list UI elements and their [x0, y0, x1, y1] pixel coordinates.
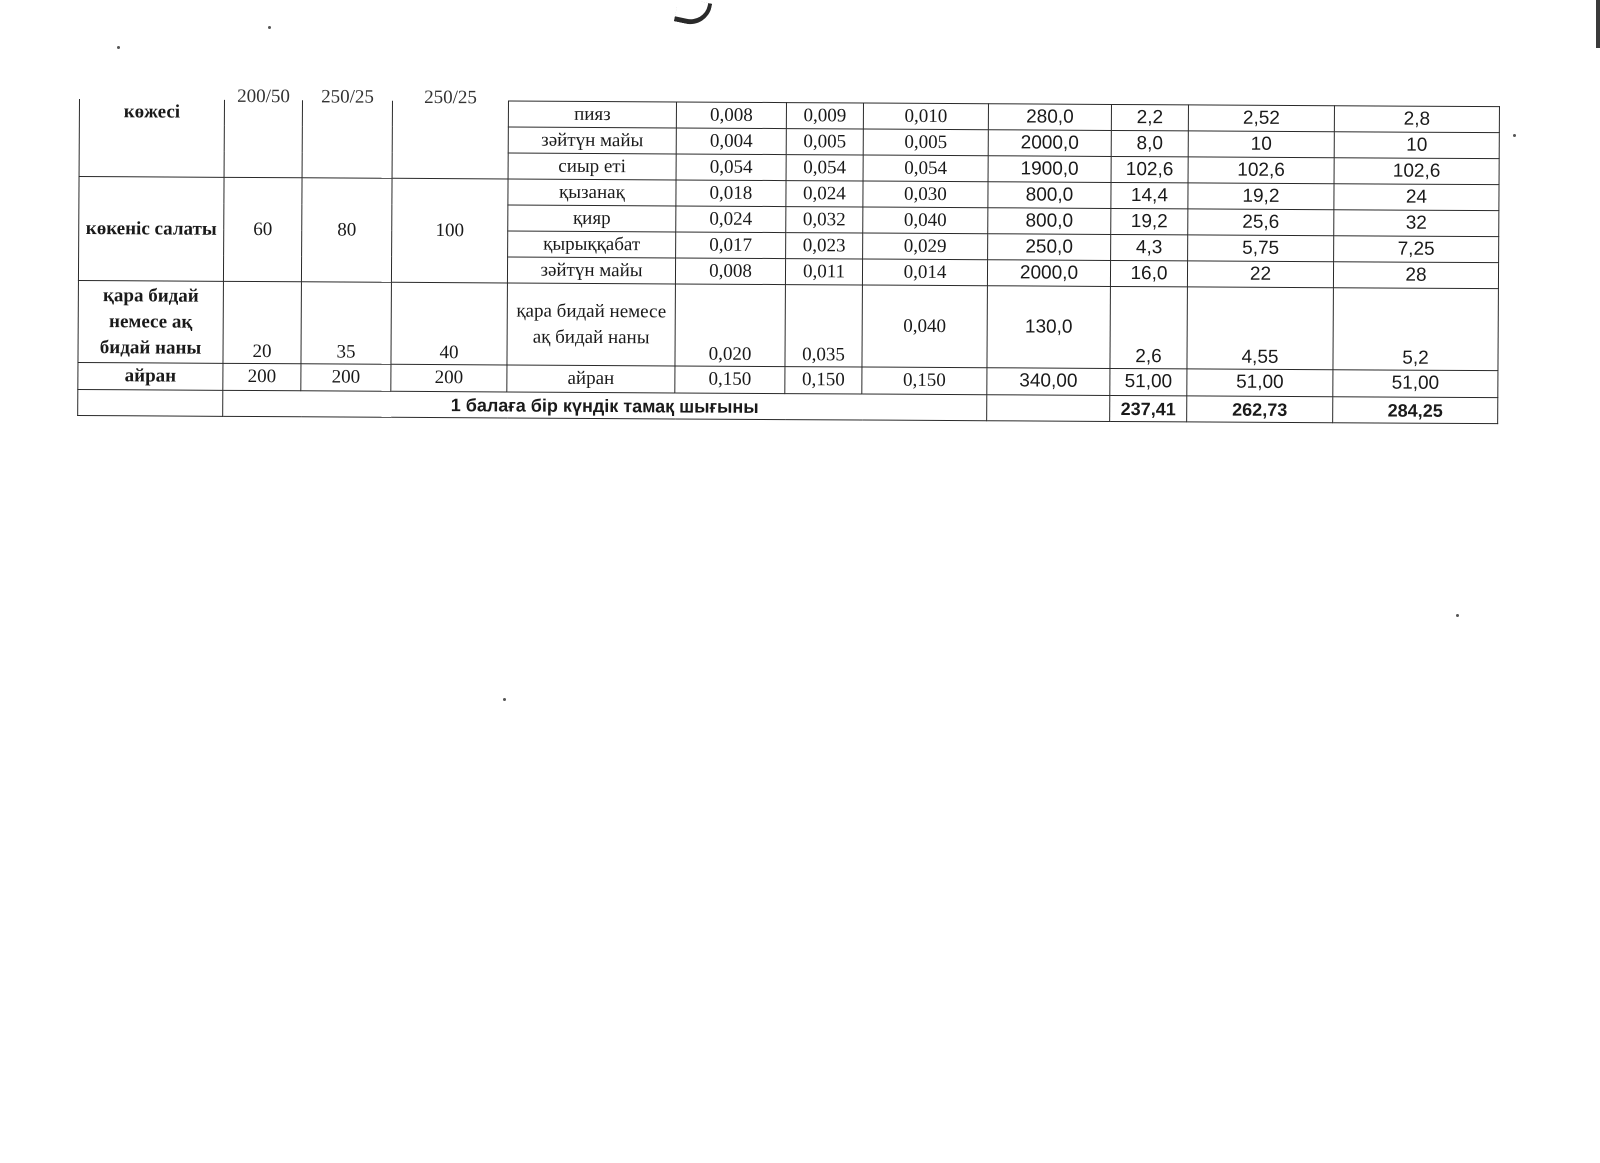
meal-cost-table — [77, 85, 1500, 424]
table-row — [78, 280, 1498, 370]
total-cost-1: 237,41 — [1110, 395, 1187, 421]
table-row — [79, 99, 1499, 133]
unit-price: 2000,0 — [987, 260, 1110, 287]
norm-2: 0,150 — [785, 367, 862, 394]
norm-2: 0,024 — [786, 181, 863, 207]
dish-portion-1: 20 — [223, 281, 301, 363]
norm-3: 0,040 — [863, 207, 988, 234]
cost-1: 51,00 — [1110, 368, 1187, 395]
norm-1: 0,150 — [675, 366, 785, 394]
norm-2: 0,005 — [786, 129, 863, 155]
total-empty-cell — [987, 395, 1110, 422]
dish-portion-3: 40 — [391, 282, 507, 365]
cost-3: 10 — [1334, 132, 1499, 159]
norm-3: 0,010 — [863, 103, 988, 130]
norm-2: 0,009 — [786, 103, 863, 129]
scan-speck — [268, 26, 271, 29]
norm-1: 0,004 — [676, 128, 786, 155]
norm-3: 0,030 — [863, 181, 988, 208]
cost-3: 102,6 — [1334, 158, 1499, 185]
dish-portion-3: 200 — [391, 364, 507, 392]
total-empty-cell — [78, 389, 223, 416]
cost-3: 7,25 — [1334, 236, 1499, 263]
cost-2: 10 — [1188, 131, 1334, 158]
unit-price: 800,0 — [988, 208, 1111, 235]
ingredient-name: қияр — [508, 205, 676, 232]
ingredient-name: қара бидай немесе ақ бидай наны — [507, 283, 675, 366]
norm-3: 0,029 — [863, 233, 988, 260]
scan-speck — [1513, 134, 1516, 137]
cost-1: 4,3 — [1111, 234, 1188, 260]
total-cost-2: 262,73 — [1187, 396, 1333, 423]
cost-2: 4,55 — [1187, 287, 1333, 370]
norm-3: 0,040 — [862, 285, 987, 368]
norm-3: 0,005 — [863, 129, 988, 156]
dish-portion-1: 200 — [223, 363, 301, 390]
norm-1: 0,017 — [676, 232, 786, 259]
scan-edge-shadow — [1596, 0, 1600, 48]
unit-price: 800,0 — [988, 182, 1111, 209]
cost-1: 14,4 — [1111, 182, 1188, 208]
norm-2: 0,023 — [786, 233, 863, 259]
dish-portion-1: 60 — [223, 177, 302, 281]
dish-name: қара бидай немесе ақ бидай наны — [78, 280, 223, 363]
cost-2: 2,52 — [1188, 105, 1334, 132]
norm-3: 0,054 — [863, 155, 988, 182]
unit-price: 250,0 — [988, 234, 1111, 261]
dish-name: көкеніс салаты — [78, 177, 224, 282]
dish-portion-2: 250/25 — [302, 100, 392, 179]
cost-1: 8,0 — [1111, 130, 1188, 156]
total-cost-3: 284,25 — [1333, 397, 1498, 424]
cost-3: 32 — [1334, 210, 1499, 237]
cost-3: 2,8 — [1334, 106, 1499, 133]
norm-1: 0,054 — [676, 154, 786, 181]
dish-name: көжесі — [79, 99, 224, 178]
norm-1: 0,008 — [676, 102, 786, 129]
dish-portion-1: 200/50 — [224, 99, 302, 177]
cost-3: 28 — [1333, 262, 1498, 289]
cost-table-sheet — [77, 85, 1499, 424]
cost-1: 2,2 — [1111, 104, 1188, 130]
norm-1: 0,020 — [675, 284, 785, 367]
dish-portion-3: 250/25 — [392, 100, 508, 179]
scan-speck — [503, 698, 506, 701]
unit-price: 1900,0 — [988, 156, 1111, 183]
dish-portion-2: 80 — [301, 178, 392, 283]
unit-price: 130,0 — [987, 286, 1110, 369]
dish-portion-2: 200 — [301, 364, 391, 392]
cost-3: 24 — [1334, 184, 1499, 211]
norm-1: 0,008 — [675, 258, 785, 285]
norm-2: 0,011 — [785, 259, 862, 285]
cost-2: 51,00 — [1187, 369, 1333, 397]
scan-ink-mark — [674, 0, 712, 28]
dish-portion-2: 35 — [301, 282, 391, 365]
scan-speck — [1456, 614, 1459, 617]
cost-2: 19,2 — [1188, 183, 1334, 210]
ingredient-name: зәйтүн майы — [508, 127, 676, 154]
dish-name: айран — [78, 362, 223, 390]
total-label: 1 балаға бір күндік тамақ шығыны — [223, 390, 987, 420]
unit-price: 280,0 — [988, 104, 1111, 131]
cost-3: 51,00 — [1333, 370, 1498, 398]
norm-2: 0,054 — [786, 155, 863, 181]
cost-2: 22 — [1187, 261, 1333, 288]
cost-2: 25,6 — [1188, 209, 1334, 236]
ingredient-name: сиыр еті — [508, 153, 676, 180]
norm-1: 0,018 — [676, 180, 786, 207]
ingredient-name: зәйтүн майы — [507, 257, 675, 284]
cost-1: 102,6 — [1111, 156, 1188, 182]
dish-portion-3: 100 — [391, 178, 508, 283]
scan-speck — [117, 46, 120, 49]
unit-price: 340,00 — [987, 368, 1110, 396]
ingredient-name: қырыққабат — [508, 231, 676, 258]
ingredient-name: қызанақ — [508, 179, 676, 206]
cost-2: 5,75 — [1188, 235, 1334, 262]
norm-2: 0,032 — [786, 207, 863, 233]
ingredient-name: айран — [507, 365, 675, 393]
cost-1: 16,0 — [1110, 260, 1187, 286]
cost-1: 19,2 — [1111, 208, 1188, 234]
unit-price: 2000,0 — [988, 130, 1111, 157]
norm-3: 0,150 — [862, 367, 987, 395]
norm-2: 0,035 — [785, 285, 862, 367]
norm-3: 0,014 — [862, 259, 987, 286]
cost-2: 102,6 — [1188, 157, 1334, 184]
norm-1: 0,024 — [676, 206, 786, 233]
cost-3: 5,2 — [1333, 288, 1498, 371]
ingredient-name: пияз — [508, 101, 676, 128]
cost-1: 2,6 — [1110, 286, 1187, 368]
